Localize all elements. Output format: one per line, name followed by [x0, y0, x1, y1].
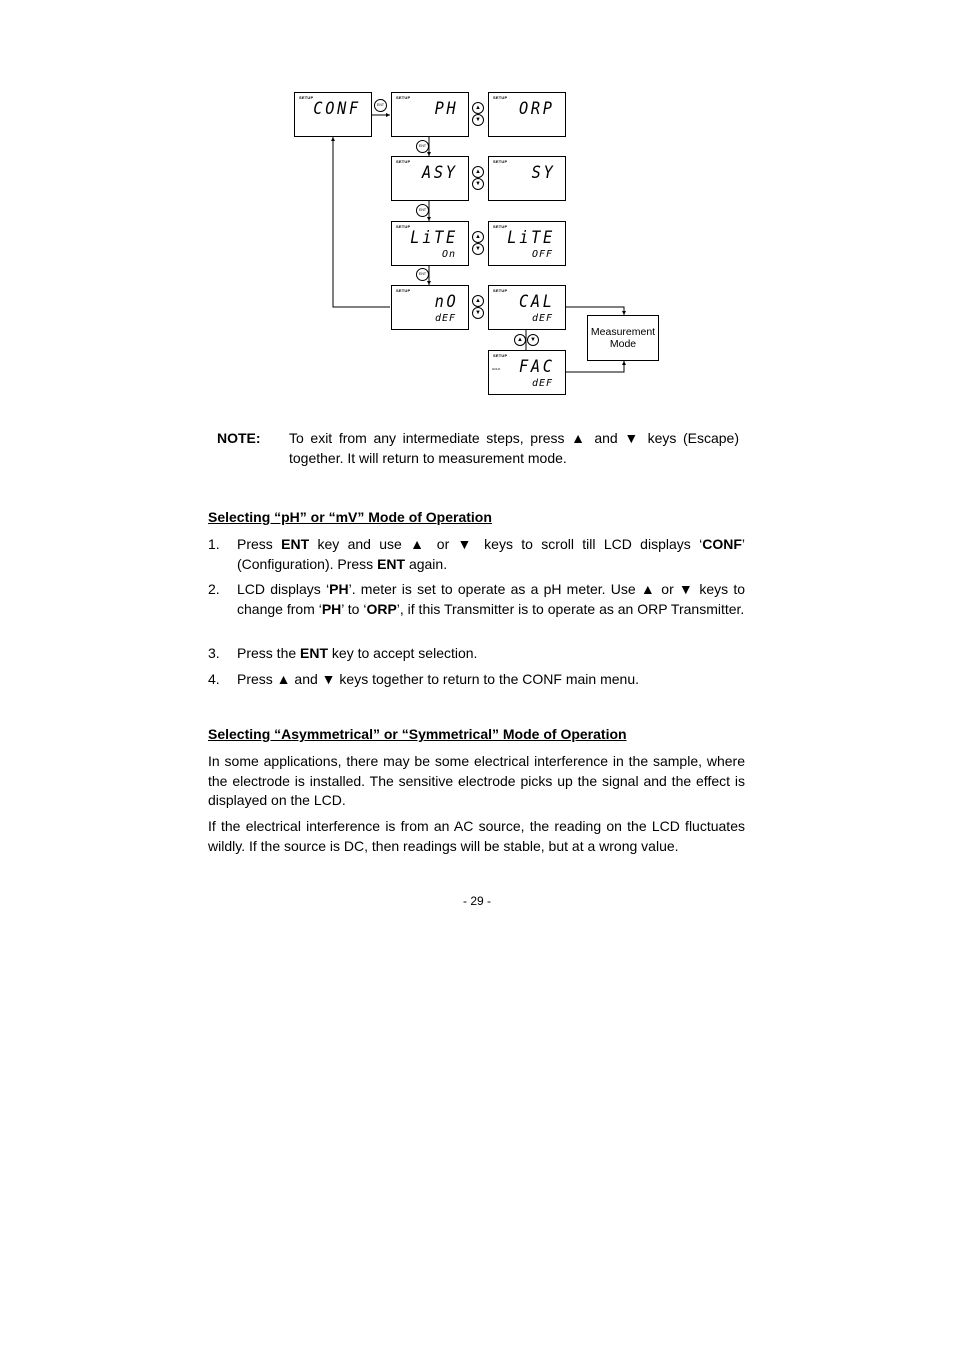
lcd-main-text: ASY: [422, 163, 458, 183]
ent-key-icon: ENT: [416, 204, 429, 217]
setup-tag: SETUP: [396, 224, 411, 229]
hold-tag: HOLD: [492, 367, 501, 371]
lcd-cal: [488, 285, 566, 330]
list-number: 3.: [208, 645, 220, 661]
configuration-flow-diagram: [0, 0, 954, 410]
lcd-main-text: nO: [434, 292, 458, 312]
setup-tag: SETUP: [493, 159, 508, 164]
setup-tag: SETUP: [396, 95, 411, 100]
list-item: [208, 670, 745, 690]
page-number: - 29 -: [462, 894, 491, 908]
measurement-mode-line1: Measurement: [590, 326, 656, 338]
lcd-main-text: PH: [434, 99, 458, 119]
up-arrow-key-icon: ▲: [472, 166, 484, 178]
list-item-body: Press ENT key and use ▲ or ▼ keys to scroll till LCD displays ‘CONF’ (Configuration). Press ENT again.: [237, 536, 745, 572]
lcd-main-text: LiTE: [410, 228, 458, 248]
list-number: 1.: [208, 536, 220, 552]
lcd-lite-on: [391, 221, 469, 266]
list-item-body: Press the ENT key to accept selection.: [237, 645, 478, 661]
list-number: 2.: [208, 581, 220, 597]
lcd-main-text: CAL: [519, 292, 555, 312]
lcd-no: [391, 285, 469, 330]
up-arrow-key-icon: ▲: [514, 334, 526, 346]
up-arrow-key-icon: ▲: [472, 231, 484, 243]
down-arrow-key-icon: ▼: [527, 334, 539, 346]
measurement-mode-line2: Mode: [609, 338, 637, 350]
list-item-body: LCD displays ‘PH’. meter is set to operate as a pH meter. Use ▲ or ▼ keys to change from ‘PH’ to ‘ORP’, if this Transmitter is to operate as an ORP Transmitter.: [237, 581, 745, 617]
measurement-mode-box: [587, 315, 659, 361]
lcd-lite-off: [488, 221, 566, 266]
down-arrow-key-icon: ▼: [472, 178, 484, 190]
down-arrow-key-icon: ▼: [472, 114, 484, 126]
lcd-main-text: CONF: [313, 99, 361, 119]
list-item: [208, 535, 745, 574]
list-item: [208, 580, 745, 619]
setup-tag: SETUP: [493, 288, 508, 293]
lcd-orp: [488, 92, 566, 137]
setup-tag: SETUP: [396, 159, 411, 164]
note-text: To exit from any intermediate steps, press ▲ and ▼ keys (Escape) together. It will return to measurement mode.: [289, 430, 739, 466]
lcd-fac: [488, 350, 566, 395]
paragraph: In some applications, there may be some electrical interference in the sample, where the electrode is installed. The sensitive electrode picks up the signal and the effect is displayed on the LCD.: [208, 753, 745, 808]
setup-tag: SETUP: [493, 353, 508, 358]
paragraph: If the electrical interference is from an AC source, the reading on the LCD fluctuates wildly. If the source is DC, then readings will be stable, but at a wrong value.: [208, 818, 745, 854]
setup-tag: SETUP: [299, 95, 314, 100]
lcd-main-text: LiTE: [507, 228, 555, 248]
list-item: [208, 644, 745, 664]
section-heading-asy-sy: Selecting “Asymmetrical” or “Symmetrical” Mode of Operation: [208, 726, 627, 742]
down-arrow-key-icon: ▼: [472, 243, 484, 255]
lcd-main-text: FAC: [519, 357, 555, 377]
lcd-ph: [391, 92, 469, 137]
connector-lines: [0, 0, 954, 410]
ent-key-icon: ENT: [374, 99, 387, 112]
note-label: NOTE:: [217, 430, 261, 446]
down-arrow-key-icon: ▼: [472, 307, 484, 319]
ent-key-icon: ENT: [416, 140, 429, 153]
setup-tag: SETUP: [493, 224, 508, 229]
lcd-main-text: SY: [531, 163, 555, 183]
list-item-body: Press ▲ and ▼ keys together to return to the CONF main menu.: [237, 671, 639, 687]
setup-tag: SETUP: [493, 95, 508, 100]
up-arrow-key-icon: ▲: [472, 295, 484, 307]
lcd-sub-text: On: [441, 249, 456, 260]
lcd-sub-text: dEF: [531, 378, 553, 389]
up-arrow-key-icon: ▲: [472, 102, 484, 114]
lcd-conf: [294, 92, 372, 137]
lcd-sub-text: OFF: [531, 249, 553, 260]
list-number: 4.: [208, 671, 220, 687]
lcd-sub-text: dEF: [531, 313, 553, 324]
lcd-main-text: ORP: [519, 99, 555, 119]
lcd-sy: [488, 156, 566, 201]
lcd-sub-text: dEF: [434, 313, 456, 324]
setup-tag: SETUP: [396, 288, 411, 293]
ent-key-icon: ENT: [416, 268, 429, 281]
lcd-asy: [391, 156, 469, 201]
section-heading-ph-mv: Selecting “pH” or “mV” Mode of Operation: [208, 509, 492, 525]
